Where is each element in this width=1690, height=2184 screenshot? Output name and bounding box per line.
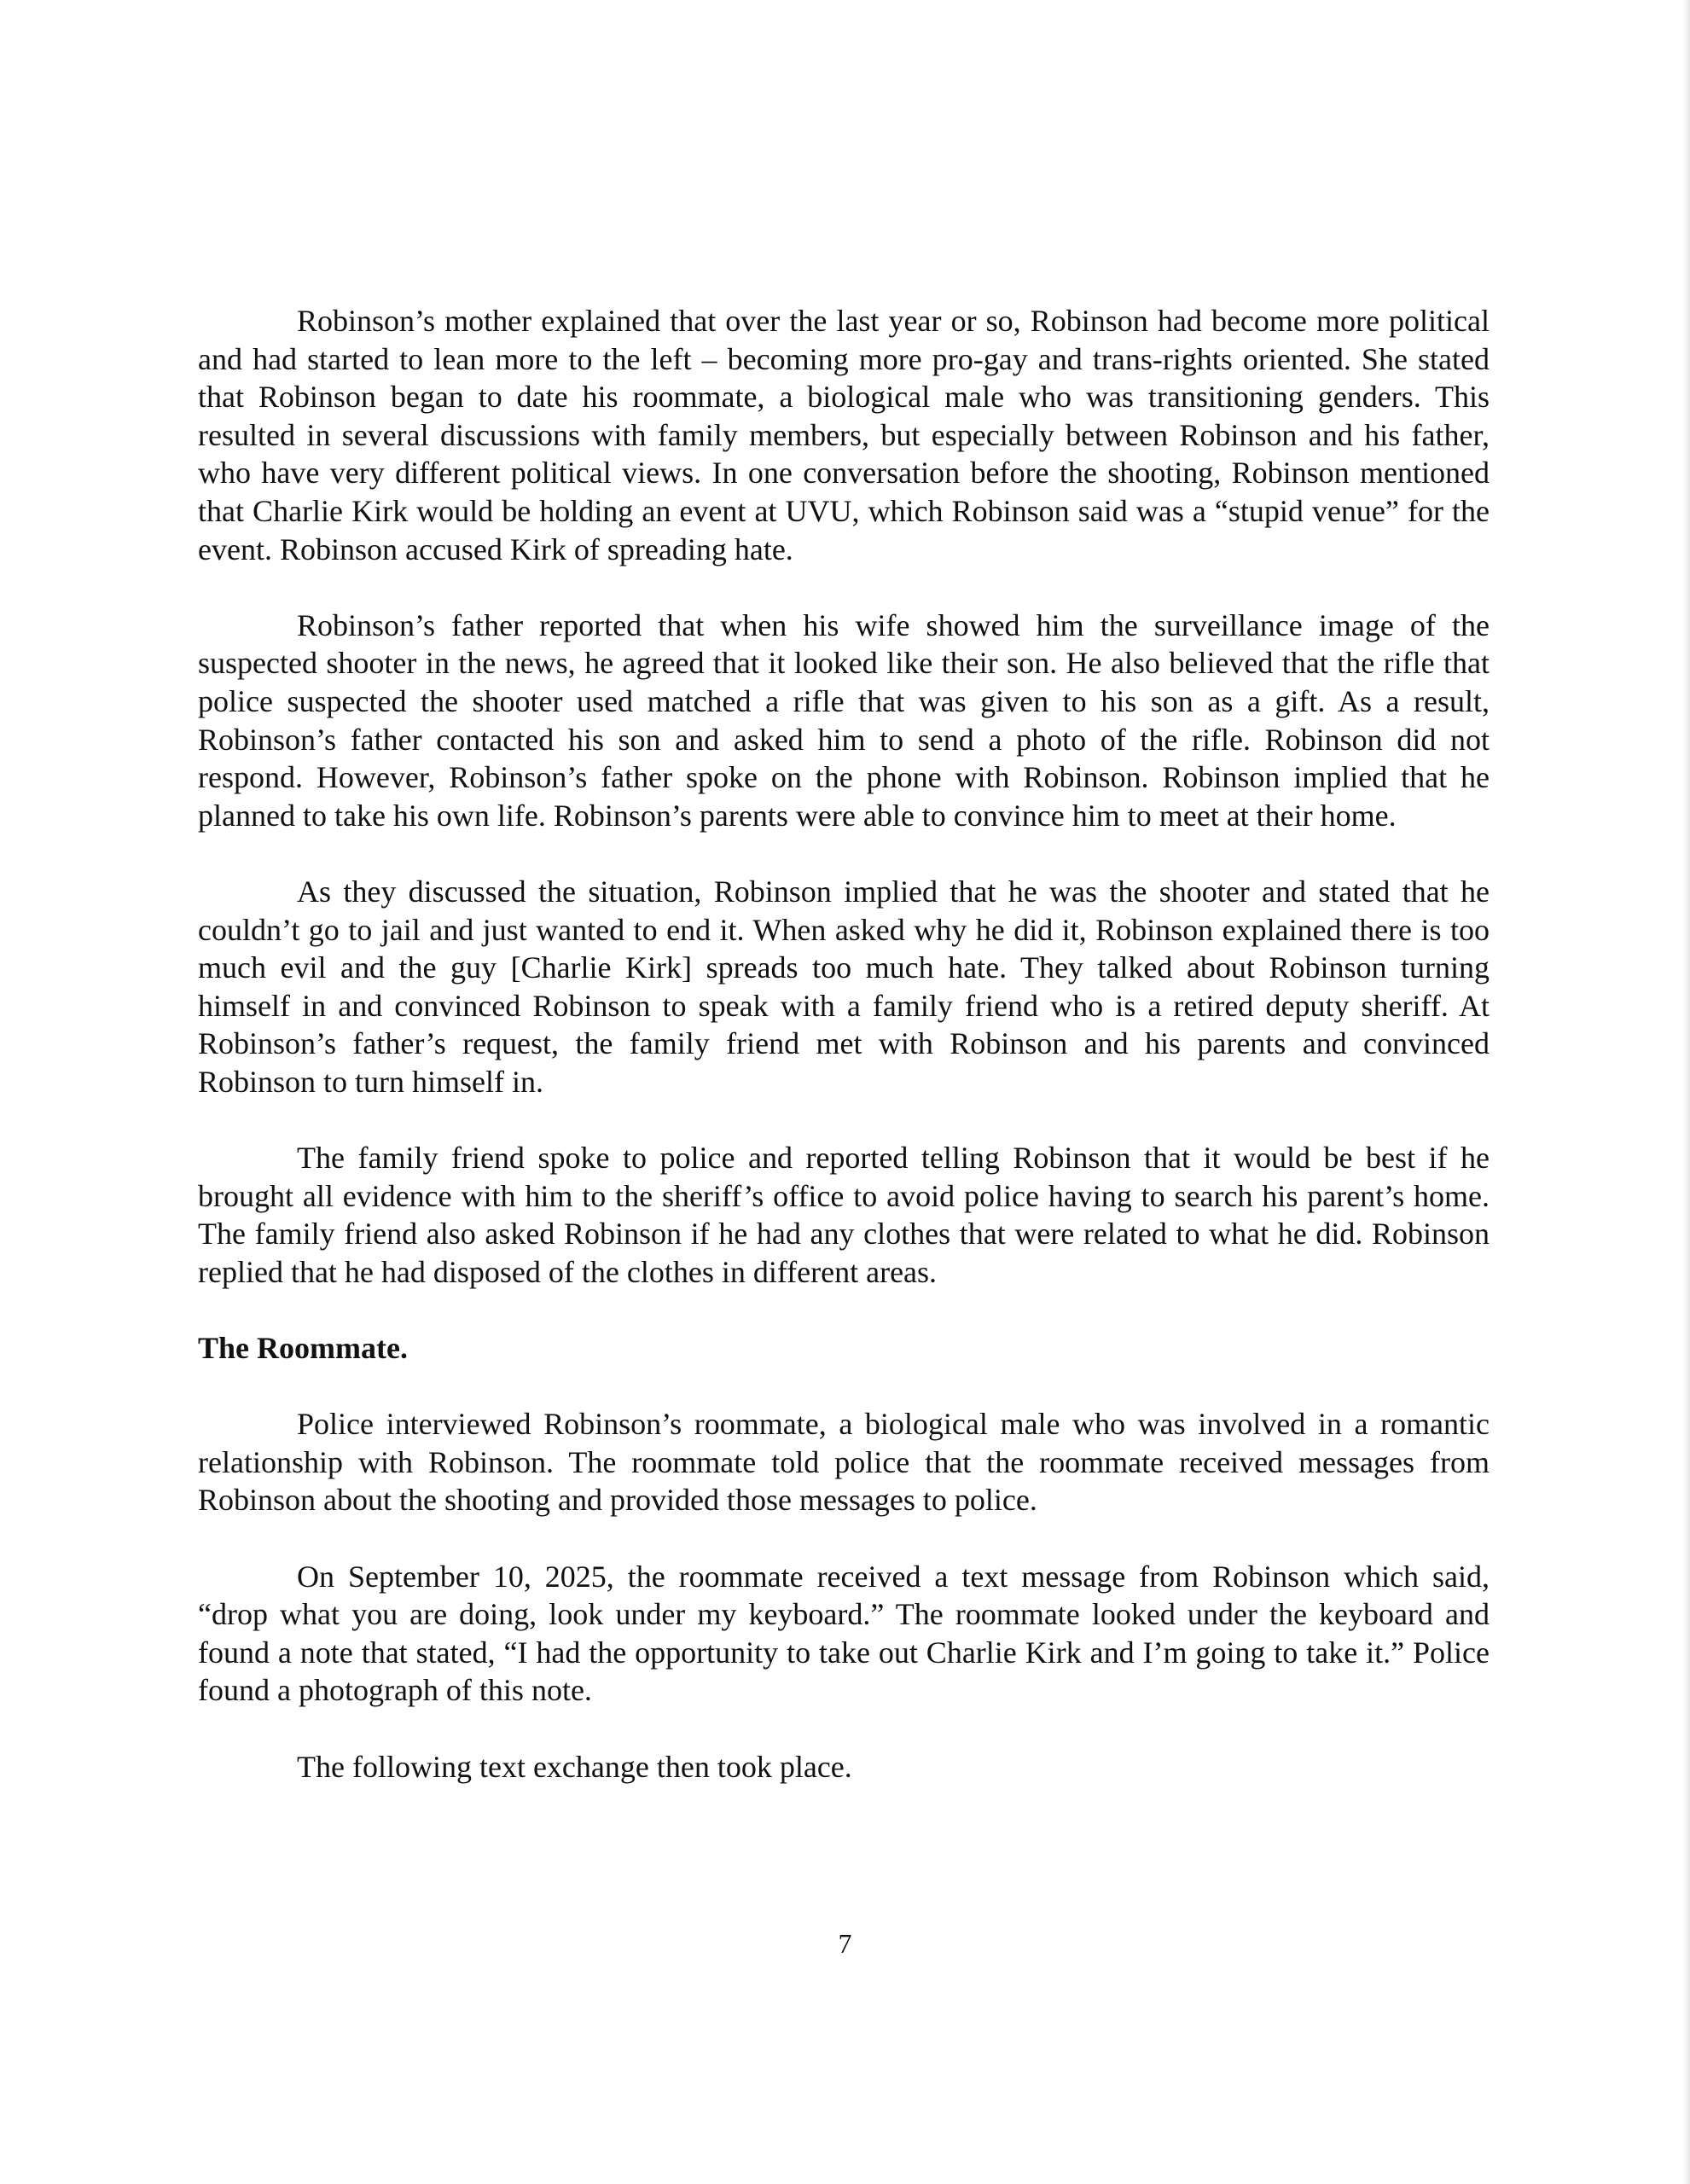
section-heading-roommate: The Roommate. [198, 1331, 408, 1366]
paragraph-roommate-interview: Police interviewed Robinson’s roommate, a biological male who was involved in a romantic relationship with Robinson. The roommate told police that the roommate received messages from Robinson about the shooting and provided those messages to police. [198, 1407, 1490, 1518]
paragraph-text-exchange-intro: The following text exchange then took place. [297, 1749, 852, 1784]
paragraph-discussion: As they discussed the situation, Robinson implied that he was the shooter and stated that he couldn’t go to jail and just wanted to end it. When asked why he did it, Robinson explained there is too much evil and the guy [Charlie Kirk] spreads too much hate. They talked about Robinson turning himself in and convinced Robinson to speak with a family friend who is a retired deputy sheriff. At Robinson’s father’s request, the family friend met with Robinson and his parents and convinced Robinson to turn himself in. [198, 874, 1490, 1099]
paragraph-text-message: On September 10, 2025, the roommate received a text message from Robinson which said, “drop what you are doing, look under my keyboard.” The roommate looked under the keyboard and found a note that stated, “I had the opportunity to take out Charlie Kirk and I’m going to take it.” Police found a photograph of this note. [198, 1559, 1490, 1708]
paragraph-mother-statement: Robinson’s mother explained that over the last year or so, Robinson had become more political and had started to lean more to the left – becoming more pro-gay and trans-rights oriented. She stated that Robinson began to date his roommate, a biological male who was transitioning genders. This resulted in several discussions with family members, but especially between Robinson and his father, who have very different political views. In one conversation before the shooting, Robinson mentioned that Charlie Kirk would be holding an event at UVU, which Robinson said was a “stupid venue” for the event. Robinson accused Kirk of spreading hate. [198, 304, 1490, 566]
page-edge-shadow [1683, 0, 1690, 2184]
paragraph-father-statement: Robinson’s father reported that when his wife showed him the surveillance image of the suspected shooter in the news, he agreed that it looked like their son. He also believed that the rifle that police suspected the shooter used matched a rifle that was given to his son as a gift. As a result, Robinson’s father contacted his son and asked him to send a photo of the rifle. Robinson did not respond. However, Robinson’s father spoke on the phone with Robinson. Robinson implied that he planned to take his own life. Robinson’s parents were able to convince him to meet at their home. [198, 607, 1490, 833]
paragraph-family-friend: The family friend spoke to police and reported telling Robinson that it would be best if he brought all evidence with him to the sheriff’s office to avoid police having to search his parent’s home. The family friend also asked Robinson if he had any clothes that were related to what he did. Robinson replied that he had disposed of the clothes in different areas. [198, 1141, 1490, 1289]
document-body [198, 302, 1490, 1824]
page-number: 7 [838, 1928, 852, 1959]
